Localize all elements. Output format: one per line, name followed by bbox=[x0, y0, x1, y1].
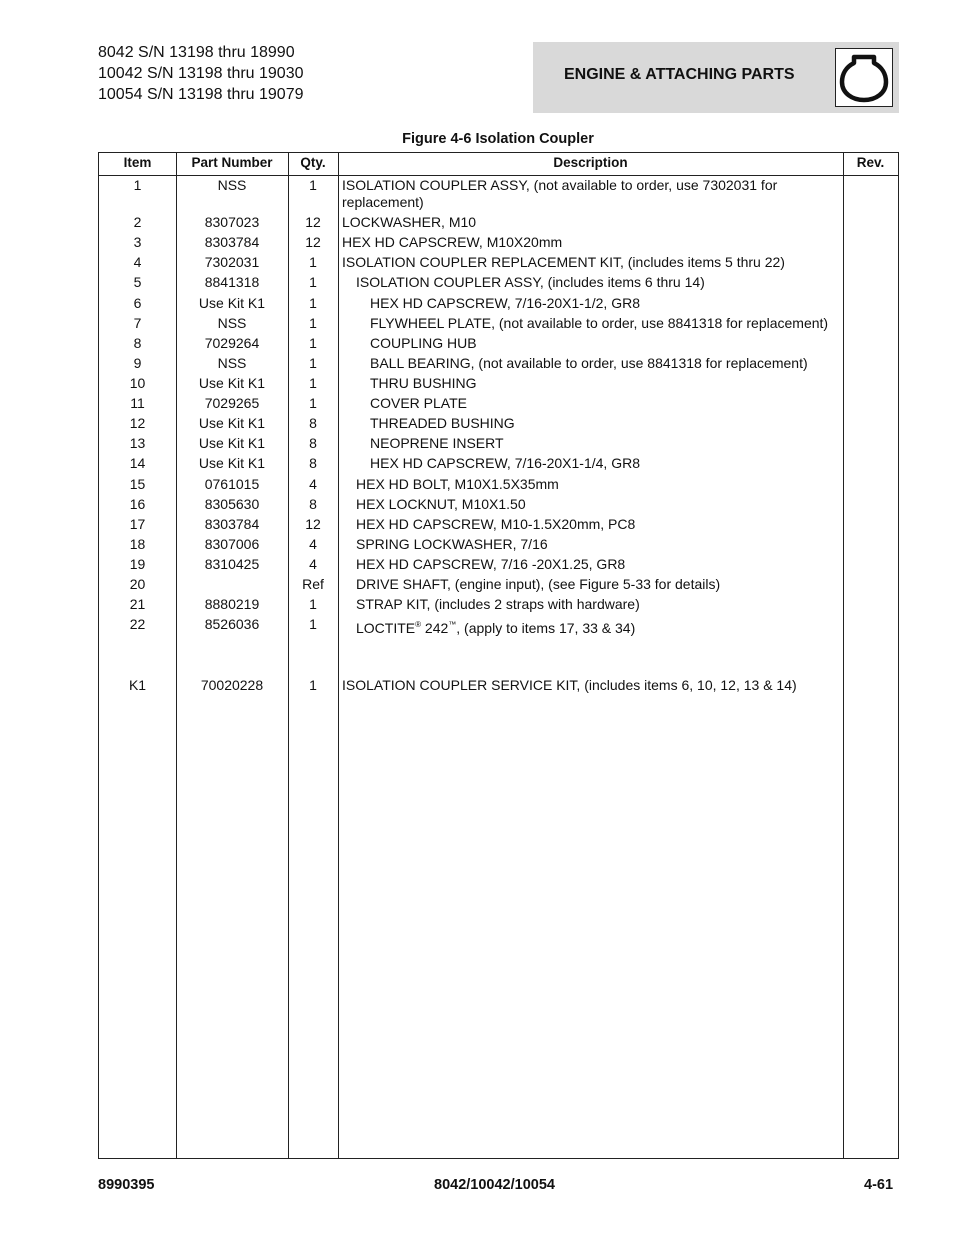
serial-range-line: 8042 S/N 13198 thru 18990 bbox=[98, 44, 295, 61]
description-cell: BALL BEARING, (not available to order, use 8841318 for replacement) bbox=[370, 355, 808, 371]
description-cell: HEX HD CAPSCREW, 7/16 -20X1.25, GR8 bbox=[356, 556, 626, 572]
engine-icon bbox=[835, 48, 893, 107]
qty-cell: Ref bbox=[302, 576, 324, 592]
description-cell: HEX HD BOLT, M10X1.5X35mm bbox=[356, 476, 559, 492]
qty-cell: 12 bbox=[305, 516, 321, 532]
qty-cell: 8 bbox=[309, 496, 317, 512]
item-cell: 8 bbox=[133, 335, 142, 351]
part-number-cell: 8841318 bbox=[204, 274, 260, 290]
part-number-cell: Use Kit K1 bbox=[198, 375, 266, 391]
figure-title: Figure 4-6 Isolation Coupler bbox=[402, 131, 594, 147]
item-cell: 9 bbox=[133, 355, 142, 371]
item-cell: 19 bbox=[129, 556, 146, 572]
item-cell: 1 bbox=[133, 177, 142, 193]
item-cell: 13 bbox=[129, 435, 146, 451]
item-cell: 14 bbox=[129, 455, 146, 471]
qty-cell: 4 bbox=[309, 476, 317, 492]
item-cell: 11 bbox=[130, 395, 145, 411]
description-text: LOCTITE bbox=[356, 620, 416, 636]
item-cell: 17 bbox=[129, 516, 146, 532]
model-serial-ranges bbox=[98, 42, 304, 105]
qty-cell: 1 bbox=[309, 274, 317, 290]
item-cell: 18 bbox=[129, 536, 146, 552]
item-cell: 15 bbox=[129, 476, 146, 492]
item-cell: 16 bbox=[129, 496, 146, 512]
qty-cell: 1 bbox=[309, 335, 317, 351]
qty-cell: 1 bbox=[309, 295, 317, 311]
item-cell: 20 bbox=[129, 576, 146, 592]
item-cell: 5 bbox=[133, 274, 142, 290]
header-divider bbox=[99, 175, 898, 176]
footer-document-number: 8990395 bbox=[98, 1177, 155, 1193]
description-cell: ISOLATION COUPLER ASSY, (includes items 6 thru 14) bbox=[356, 274, 705, 290]
item-cell: 21 bbox=[129, 596, 146, 612]
qty-cell: 1 bbox=[309, 254, 317, 270]
description-cell: COVER PLATE bbox=[370, 395, 467, 411]
description-cell: HEX LOCKNUT, M10X1.50 bbox=[356, 496, 526, 512]
qty-cell: 8 bbox=[309, 415, 317, 431]
trademark-mark: ™ bbox=[448, 620, 457, 629]
parts-table bbox=[98, 152, 899, 1159]
description-cell bbox=[342, 177, 842, 211]
header-part-number: Part Number bbox=[191, 155, 273, 170]
description-line: replacement) bbox=[342, 194, 424, 210]
qty-cell: 12 bbox=[305, 234, 321, 250]
registered-mark: ® bbox=[415, 620, 422, 629]
qty-cell: 1 bbox=[309, 395, 317, 411]
description-cell bbox=[342, 616, 856, 637]
part-number-cell: 8880219 bbox=[204, 596, 260, 612]
section-title: ENGINE & ATTACHING PARTS bbox=[564, 66, 795, 83]
description-cell: THRU BUSHING bbox=[370, 375, 477, 391]
description-line: ISOLATION COUPLER ASSY, (not available to order, use 7302031 for bbox=[342, 177, 778, 193]
part-number-cell: 8526036 bbox=[204, 616, 260, 632]
footer-page-number: 4-61 bbox=[864, 1177, 894, 1193]
qty-cell: 1 bbox=[309, 177, 317, 193]
item-cell: 3 bbox=[133, 234, 142, 250]
part-number-cell: NSS bbox=[217, 315, 247, 331]
serial-range-line: 10054 S/N 13198 thru 19079 bbox=[98, 86, 304, 103]
qty-cell: 8 bbox=[309, 435, 317, 451]
column-divider bbox=[338, 153, 339, 1158]
part-number-cell: 0761015 bbox=[204, 476, 260, 492]
description-cell: THREADED BUSHING bbox=[370, 415, 515, 431]
description-cell: LOCKWASHER, M10 bbox=[342, 214, 477, 230]
description-cell: COUPLING HUB bbox=[370, 335, 477, 351]
item-cell: 2 bbox=[133, 214, 142, 230]
footer-models: 8042/10042/10054 bbox=[434, 1177, 555, 1193]
part-number-cell: 7029264 bbox=[204, 335, 260, 351]
description-cell: HEX HD CAPSCREW, M10-1.5X20mm, PC8 bbox=[356, 516, 636, 532]
description-cell: HEX HD CAPSCREW, 7/16-20X1-1/2, GR8 bbox=[370, 295, 640, 311]
part-number-cell: Use Kit K1 bbox=[198, 295, 266, 311]
qty-cell: 1 bbox=[309, 596, 317, 612]
part-number-cell: 70020228 bbox=[200, 677, 264, 693]
part-number-cell: NSS bbox=[217, 177, 247, 193]
part-number-cell: 8307023 bbox=[204, 214, 260, 230]
serial-range-line: 10042 S/N 13198 thru 19030 bbox=[98, 65, 304, 82]
item-cell: 4 bbox=[133, 254, 142, 270]
item-cell: 22 bbox=[129, 616, 146, 632]
part-number-cell: 8305630 bbox=[204, 496, 260, 512]
item-cell: 12 bbox=[129, 415, 146, 431]
header-item: Item bbox=[123, 155, 152, 170]
description-cell: DRIVE SHAFT, (engine input), (see Figure 5-33 for details) bbox=[356, 576, 721, 592]
qty-cell: 12 bbox=[305, 214, 321, 230]
part-number-cell: 8307006 bbox=[204, 536, 260, 552]
description-text: 242 bbox=[421, 620, 449, 636]
part-number-cell: NSS bbox=[217, 355, 247, 371]
description-cell: FLYWHEEL PLATE, (not available to order, use 8841318 for replacement) bbox=[370, 315, 829, 331]
qty-cell: 1 bbox=[309, 315, 317, 331]
description-cell: HEX HD CAPSCREW, M10X20mm bbox=[342, 234, 563, 250]
qty-cell: 1 bbox=[309, 355, 317, 371]
qty-cell: 4 bbox=[309, 536, 317, 552]
part-number-cell: 8310425 bbox=[204, 556, 260, 572]
description-cell: SPRING LOCKWASHER, 7/16 bbox=[356, 536, 548, 552]
header-rev: Rev. bbox=[856, 155, 885, 170]
qty-cell: 1 bbox=[309, 375, 317, 391]
header-qty: Qty. bbox=[300, 155, 326, 170]
qty-cell: 4 bbox=[309, 556, 317, 572]
item-cell: 6 bbox=[133, 295, 142, 311]
part-number-cell: 7029265 bbox=[204, 395, 260, 411]
description-text: , (apply to items 17, 33 & 34) bbox=[456, 620, 636, 636]
part-number-cell: Use Kit K1 bbox=[198, 455, 266, 471]
qty-cell: 1 bbox=[309, 616, 317, 632]
description-cell: ISOLATION COUPLER REPLACEMENT KIT, (includes items 5 thru 22) bbox=[342, 254, 785, 270]
header-description: Description bbox=[553, 155, 628, 170]
description-cell: ISOLATION COUPLER SERVICE KIT, (includes items 6, 10, 12, 13 & 14) bbox=[342, 677, 797, 693]
qty-cell: 1 bbox=[309, 677, 317, 693]
description-cell: NEOPRENE INSERT bbox=[370, 435, 504, 451]
item-cell: K1 bbox=[128, 677, 147, 693]
part-number-cell: Use Kit K1 bbox=[198, 415, 266, 431]
description-cell: STRAP KIT, (includes 2 straps with hardware) bbox=[356, 596, 640, 612]
part-number-cell: 8303784 bbox=[204, 234, 260, 250]
item-cell: 10 bbox=[129, 375, 146, 391]
part-number-cell: 8303784 bbox=[204, 516, 260, 532]
qty-cell: 8 bbox=[309, 455, 317, 471]
description-cell: HEX HD CAPSCREW, 7/16-20X1-1/4, GR8 bbox=[370, 455, 640, 471]
part-number-cell: 7302031 bbox=[204, 254, 260, 270]
item-cell: 7 bbox=[133, 315, 142, 331]
section-header bbox=[533, 42, 899, 113]
part-number-cell: Use Kit K1 bbox=[198, 435, 266, 451]
